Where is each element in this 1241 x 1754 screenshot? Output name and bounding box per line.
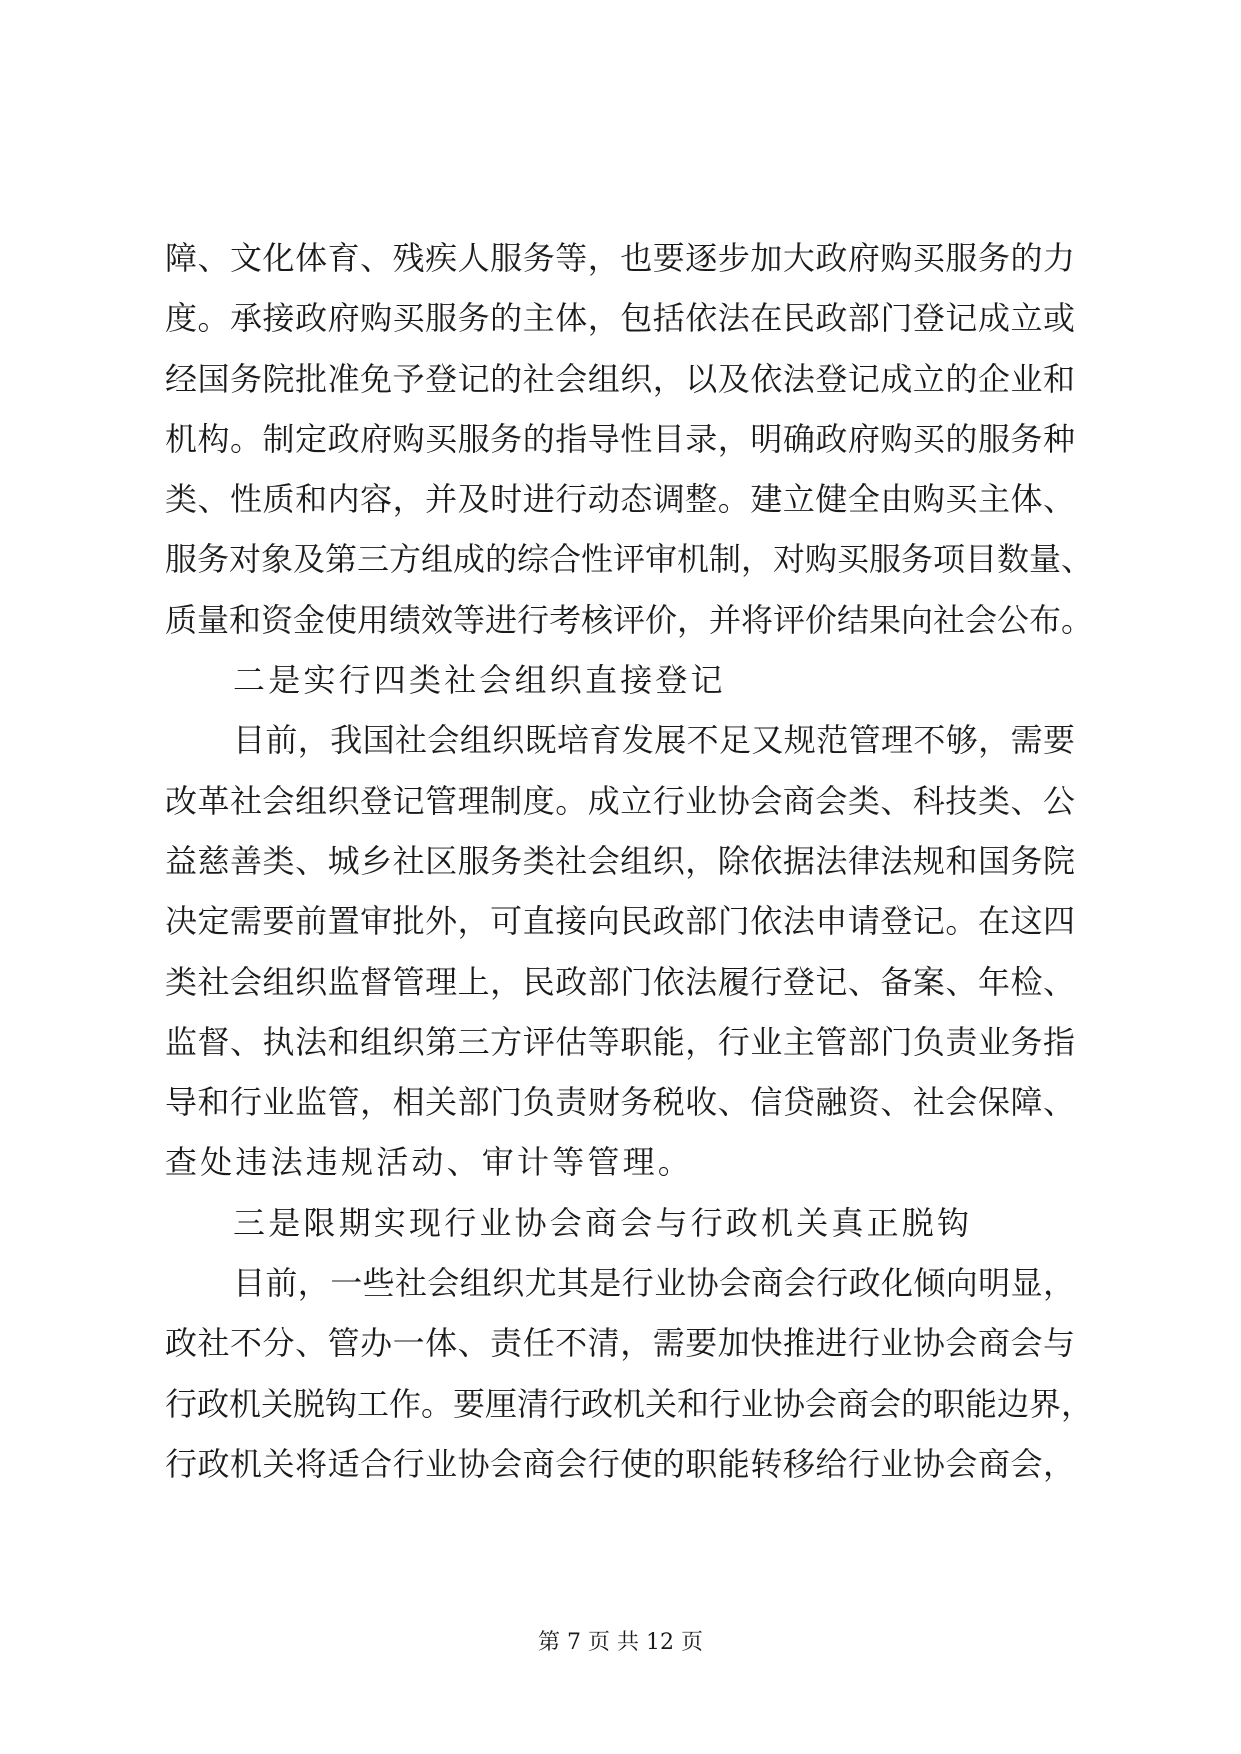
- text-line: 度。承接政府购买服务的主体，包括依法在民政部门登记成立或: [165, 299, 1075, 338]
- page-number-footer: 第 7 页 共 12 页: [538, 1630, 703, 1655]
- text-line: 服务对象及第三方组成的综合性评审机制，对购买服务项目数量、: [165, 540, 1094, 579]
- text-line: 经国务院批准免予登记的社会组织，以及依法登记成立的企业和: [165, 359, 1075, 398]
- section-heading: 二是实行四类社会组织直接登记: [233, 661, 726, 700]
- text-line: 行政机关将适合行业协会商会行使的职能转移给行业协会商会，: [165, 1444, 1075, 1483]
- text-line: 目前，一些社会组织尤其是行业协会商会行政化倾向明显，: [233, 1264, 1075, 1303]
- text-line: 障、文化体育、残疾人服务等，也要逐步加大政府购买服务的力: [165, 239, 1075, 277]
- text-line: 目前，我国社会组织既培育发展不足又规范管理不够，需要: [233, 721, 1075, 760]
- text-line: 查处违法违规活动、审计等管理。: [165, 1143, 694, 1182]
- text-line: 监督、执法和组织第三方评估等职能，行业主管部门负责业务指: [165, 1022, 1075, 1061]
- text-line: 决定需要前置审批外，可直接向民政部门依法申请登记。在这四: [165, 902, 1075, 941]
- text-line: 质量和资金使用绩效等进行考核评价，并将评价结果向社会公布。: [165, 600, 1094, 639]
- section-heading: 三是限期实现行业协会商会与行政机关真正脱钩: [233, 1203, 973, 1242]
- text-line: 导和行业监管，相关部门负责财务税收、信贷融资、社会保障、: [165, 1083, 1075, 1122]
- text-line: 益慈善类、城乡社区服务类社会组织，除依据法律法规和国务院: [165, 841, 1075, 880]
- text-line: 机构。制定政府购买服务的指导性目录，明确政府购买的服务种: [165, 419, 1075, 458]
- text-line: 改革社会组织登记管理制度。成立行业协会商会类、科技类、公: [165, 781, 1075, 820]
- text-line: 政社不分、管办一体、责任不清，需要加快推进行业协会商会与: [165, 1324, 1075, 1363]
- text-line: 类社会组织监督管理上，民政部门依法履行登记、备案、年检、: [165, 962, 1075, 1001]
- text-line: 类、性质和内容，并及时进行动态调整。建立健全由购买主体、: [165, 480, 1075, 519]
- document-body: [165, 228, 1094, 1494]
- text-line: 行政机关脱钩工作。要厘清行政机关和行业协会商会的职能边界，: [165, 1384, 1094, 1423]
